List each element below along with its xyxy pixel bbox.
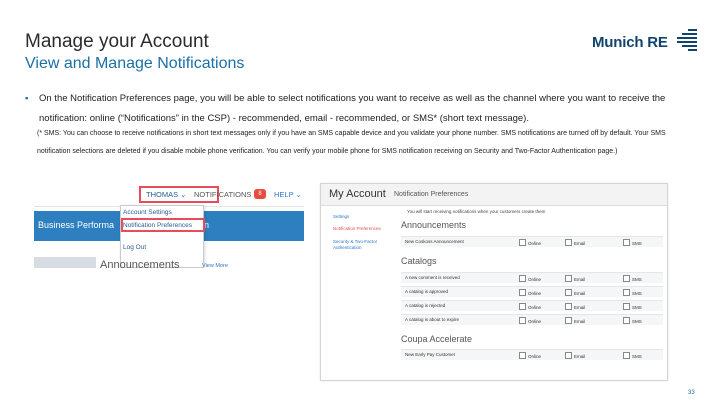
munich-re-mark-icon [674,28,698,52]
logo-text: Munich RE [592,34,668,51]
section-title: Announcements [401,220,467,230]
email-checkbox[interactable]: Email [565,289,585,296]
email-checkbox[interactable]: Email [565,352,585,359]
email-checkbox[interactable]: Email [565,303,585,310]
email-checkbox[interactable]: Email [565,239,585,246]
section-title: Coupa Accelerate [401,334,473,344]
page-title: Manage your Account [25,31,209,52]
sidebar-item-notification-preferences[interactable]: Notification Preferences [333,226,381,231]
notification-preferences-screenshot [320,183,668,381]
row-name: A new comment is received [405,275,460,280]
row-name: New Coskoss Announcement [405,239,464,244]
row-name: A catalog is rejected [405,303,446,308]
sms-checkbox[interactable]: SMS [623,317,642,324]
my-account-title: My Account [329,188,386,200]
preferences-note: You will start receiving notifications when your customers create them [407,209,546,214]
sms-checkbox[interactable]: SMS [623,275,642,282]
help-link[interactable]: HELP ⌄ [274,190,302,199]
page-number: 33 [688,390,695,396]
online-checkbox[interactable]: Online [519,289,541,296]
my-account-header [321,184,668,206]
sms-checkbox[interactable]: SMS [623,303,642,310]
account-menu-screenshot [34,183,304,268]
notifications-badge: 8 [254,189,266,199]
banner-text: Business Performa [38,220,115,230]
sms-note: (* SMS: You can choose to receive notifications in short text messages only if you have an SMS capable device and you validate your phone number. SMS notifications are turned off by default. Your SMS notification selections are deleted if you disable mobile phone verification. You can verify your mobile phone for SMS notification receiving on Security and Two-Factor Authentication page.) [37,130,666,155]
sms-checkbox[interactable]: SMS [623,352,642,359]
intro-bullet [25,89,695,129]
email-checkbox[interactable]: Email [565,275,585,282]
preferences-page-name: Notification Preferences [394,191,469,198]
online-checkbox[interactable]: Online [519,275,541,282]
view-more-link[interactable]: View More [202,263,228,268]
email-checkbox[interactable]: Email [565,317,585,324]
online-checkbox[interactable]: Online [519,352,541,359]
table-row [401,314,663,325]
sidebar-item-settings[interactable]: Settings [333,214,350,219]
grey-bar [34,257,96,268]
intro-text: On the Notification Preferences page, you will be able to select notifications you want to receive as well as the channel where you want to receive the notification: online (“Notifications” in the CSP) - recommended, email - recommended, or SMS* (short text message). [39,93,666,124]
user-menu-button[interactable]: THOMAS ⌄ [139,186,219,203]
menu-item-log-out[interactable]: Log Out [123,244,147,251]
preferences-main [399,206,665,381]
sms-checkbox[interactable]: SMS [623,239,642,246]
online-checkbox[interactable]: Online [519,239,541,246]
row-name: A catalog is approved [405,289,449,294]
banner-text-right: n [204,220,210,230]
menu-item-account-settings[interactable]: Account Settings [123,209,172,216]
bullet-marker: ▪ [25,93,29,104]
table-row [401,349,663,360]
row-name: A catalog is about to expire [405,317,460,322]
online-checkbox[interactable]: Online [519,317,541,324]
sidebar-item-security[interactable]: Security & Two-Factor Authentication [333,239,378,250]
notifications-link[interactable]: NOTIFICATIONS [194,190,252,199]
table-row [401,272,663,283]
announcements-heading: Announcements [100,259,180,268]
table-row [401,300,663,311]
online-checkbox[interactable]: Online [519,303,541,310]
menu-item-notification-preferences[interactable]: Notification Preferences [123,222,193,229]
section-title: Catalogs [401,256,437,266]
munich-re-logo [592,28,702,52]
table-row [401,236,663,247]
page-subtitle: View and Manage Notifications [25,55,245,72]
sms-checkbox[interactable]: SMS [623,289,642,296]
table-row [401,286,663,297]
row-name: New Early Pay Customer [405,352,456,357]
